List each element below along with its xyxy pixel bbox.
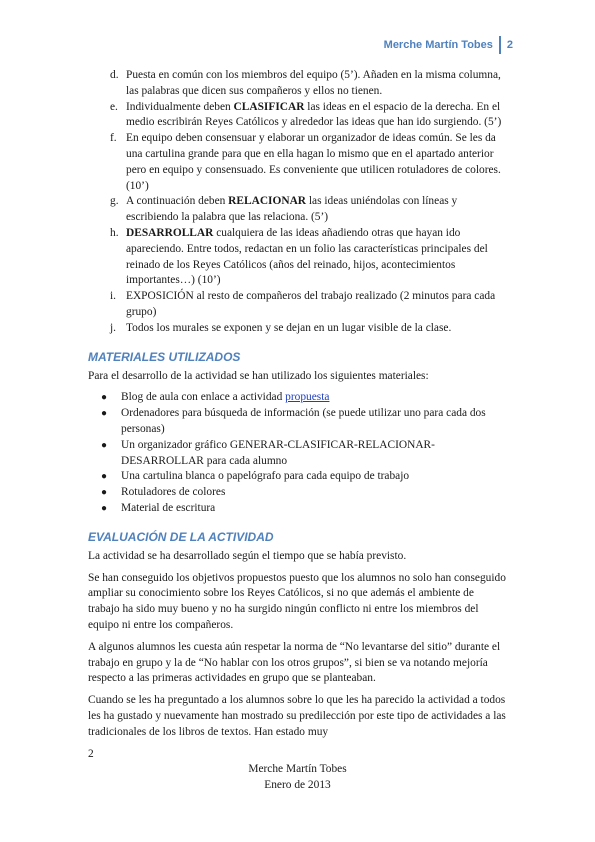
propuesta-link[interactable]: propuesta — [285, 391, 330, 404]
bullet-icon: ● — [101, 439, 108, 451]
material-item-text: Ordenadores para búsqueda de información (se puede utilizar uno para cada dos personas) — [121, 407, 486, 435]
list-marker: d. — [110, 69, 119, 81]
evaluation-body — [88, 549, 508, 741]
list-item — [88, 100, 508, 132]
list-marker: h. — [110, 226, 119, 239]
list-item — [88, 501, 508, 517]
step-text: Puesta en común con los miembros del equipo (5’). Añaden en la misma columna, las palabras que dicen sus compañeros y ellos no tienen. — [126, 69, 501, 97]
page-footer — [0, 762, 595, 794]
footer-author: Merche Martín Tobes — [248, 763, 347, 775]
bullet-icon: ● — [101, 502, 108, 514]
step-text: las ideas en el espacio de la derecha. En el medio escribirán Reyes Católicos y alrededor las ideas que han ido surgiendo. (5’) — [126, 100, 502, 129]
step-text: A continuación deben — [126, 195, 229, 208]
materials-heading: MATERIALES UTILIZADOS — [88, 349, 241, 364]
list-item — [88, 485, 508, 501]
list-item — [88, 469, 508, 485]
materials-list — [88, 390, 508, 516]
step-text: EXPOSICIÓN al resto de compañeros del trabajo realizado (2 minutos para cada grupo) — [126, 290, 496, 318]
bullet-icon: ● — [101, 487, 108, 499]
activity-steps-list — [88, 68, 508, 337]
material-item-text: Rotuladores de colores — [121, 486, 226, 499]
material-blog-text: Blog de aula con enlace a actividad — [121, 391, 286, 404]
evaluation-heading: EVALUACIÓN DE LA ACTIVIDAD — [88, 529, 274, 544]
emphasis-keyword: CLASIFICAR — [233, 100, 305, 113]
bullet-icon: ● — [101, 392, 108, 404]
list-item — [88, 68, 508, 100]
material-item-text: Un organizador gráfico GENERAR-CLASIFICAR-RELACIONAR-DESARROLLAR para cada alumno — [121, 438, 435, 467]
step-text: Todos los murales se exponen y se dejan en un lugar visible de la clase. — [126, 321, 452, 334]
list-item — [88, 321, 508, 337]
materials-intro: Para el desarrollo de la actividad se han utilizado los siguientes materiales: — [88, 369, 429, 382]
step-text: las ideas uniéndolas con líneas y escribiendo la palabra que las relaciona. (5’) — [126, 195, 458, 224]
list-item — [88, 438, 508, 470]
bullet-icon: ● — [101, 471, 108, 483]
emphasis-keyword: DESARROLLAR — [126, 226, 214, 239]
material-item-text: Material de escritura — [121, 501, 216, 514]
bullet-icon: ● — [101, 408, 108, 420]
list-item — [88, 226, 508, 289]
footer-page-number: 2 — [88, 748, 94, 760]
list-item — [88, 131, 508, 194]
page-header — [384, 36, 513, 54]
step-text: En equipo deben consensuar y elaborar un organizador de ideas común. Se les da una cartulina grande para que en ella hagan lo mismo que en el apartado anterior pero en equipo y consensuado. Es conveniente que utilicen rotuladores de colores. (10’) — [126, 132, 501, 192]
header-page-number: 2 — [506, 39, 513, 51]
step-text: cualquiera de las ideas añadiendo otras que hayan ido apareciendo. Entre todos, redactan en un folio las características principales del reinado de los Reyes Católicos (años del reinado, hijos, acontecimientos importantes…) (10’) — [126, 226, 488, 287]
evaluation-paragraph: A algunos alumnos les cuesta aún respetar la norma de “No levantarse del sitio” durante el trabajo en grupo y la de “No hablar con los otros grupos”, si bien se va notando mejoría respecto a las primeras actividades en grupo que se planteaban. — [88, 640, 501, 685]
list-item — [88, 194, 508, 226]
list-marker: f. — [110, 132, 117, 145]
evaluation-paragraph: Cuando se les ha preguntado a los alumnos sobre lo que les ha parecido la actividad a todos les ha gustado y nuevamente han mostrado su predilección por este tipo de actividades a las tradicionales de los libros de textos. Han estado muy — [88, 694, 506, 738]
list-item — [88, 406, 508, 438]
header-author: Merche Martín Tobes — [383, 39, 493, 51]
list-marker: e. — [110, 100, 118, 113]
header-divider — [499, 36, 501, 54]
emphasis-keyword: RELACIONAR — [228, 195, 307, 208]
document-body — [88, 68, 508, 746]
evaluation-paragraph: La actividad se ha desarrollado según el tiempo que se había previsto. — [88, 549, 407, 562]
evaluation-paragraph: Se han conseguido los objetivos propuestos puesto que los alumnos no solo han conseguido ampliar su conocimiento sobre los Reyes Católicos, si no que además el ambiente de trabajo ha sido muy bueno y no ha surgido ningún conflicto ni entre los miembros del equipo ni entre los compañeros. — [88, 571, 506, 631]
step-text: Individualmente deben — [126, 100, 234, 113]
material-item-text: Una cartulina blanca o papelógrafo para cada equipo de trabajo — [121, 470, 410, 483]
footer-date: Enero de 2013 — [264, 778, 331, 791]
list-marker: g. — [110, 195, 119, 208]
list-item — [88, 289, 508, 321]
list-marker: i. — [110, 290, 117, 303]
list-item — [88, 390, 508, 406]
list-marker: j. — [110, 321, 117, 334]
